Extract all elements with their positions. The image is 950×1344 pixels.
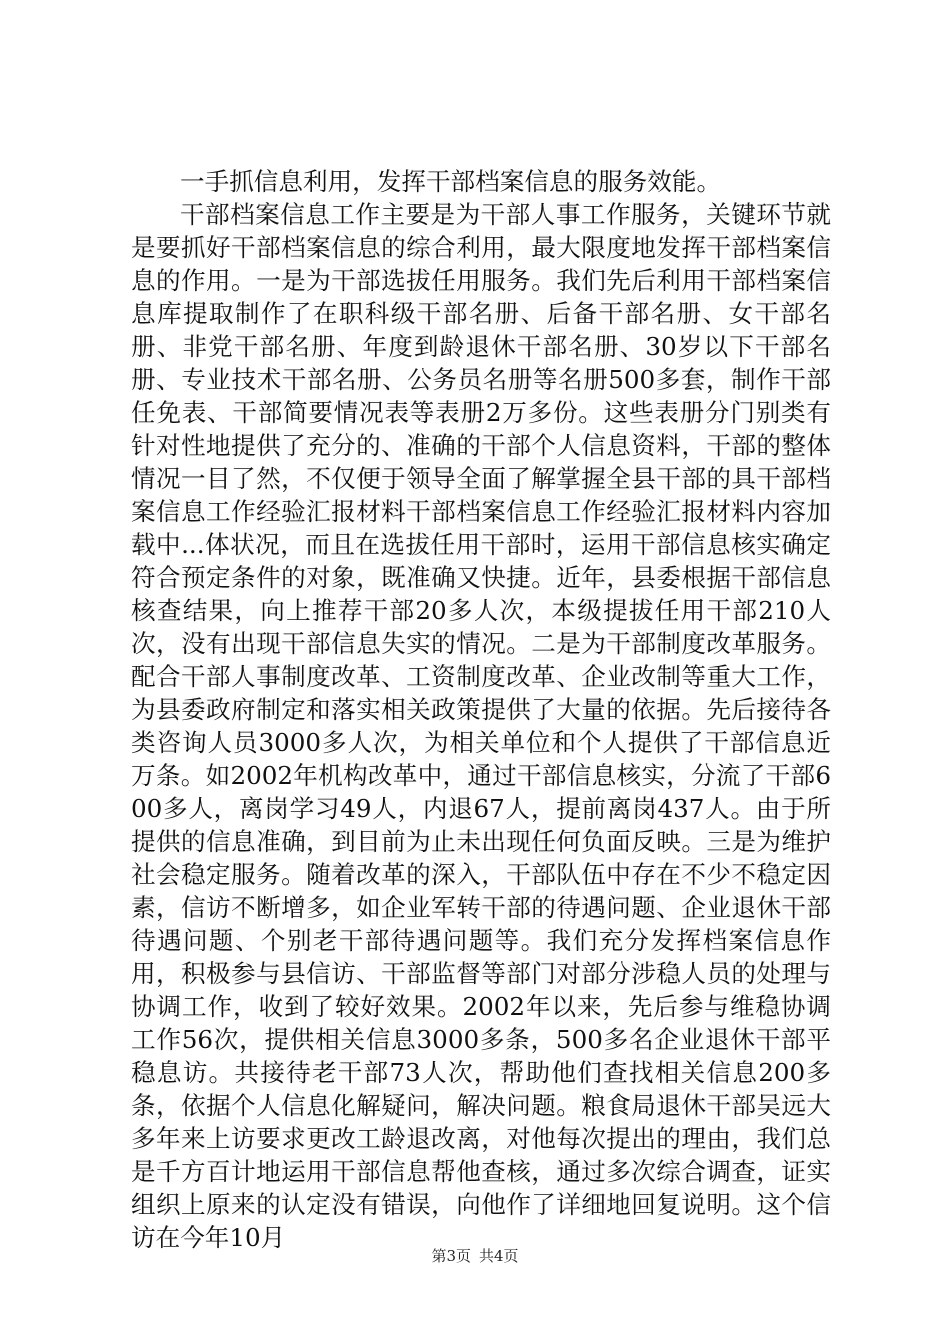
paragraph-heading: 一手抓信息利用，发挥干部档案信息的服务效能。 bbox=[180, 167, 722, 196]
paragraph-body: 干部档案信息工作主要是为干部人事工作服务，关键环节就是要抓好干部档案信息的综合利用，最大限度地发挥干部档案信息的作用。一是为干部选拔任用服务。我们先后利用干部档案信息库提取制作了在职科级干部名册、后备干部名册、女干部名册、非党干部名册、年度到龄退休干部名册、30岁以下干部名册、专业技术干部名册、公务员名册等名册500多套，制作干部任免表、干部简要情况表等表册2万多份。这些表册分门别类有针对性地提供了充分的、准确的干部个人信息资料，干部的整体情况一目了然，不仅便于领导全面了解掌握全县干部的具干部档案信息工作经验汇报材料干部档案信息工作经验汇报材料内容加载中...体状况，而且在选拔任用干部时，运用干部信息核实确定符合预定条件的对象，既准确又快捷。近年，县委根据干部信息核查结果，向上推荐干部20多人次，本级提拔任用干部210人次，没有出现干部信息失实的情况。二是为干部制度改革服务。配合干部人事制度改革、工资制度改革、企业改制等重大工作，为县委政府制定和落实相关政策提供了大量的依据。先后接待各类咨询人员3000多人次，为相关单位和个人提供了干部信息近万条。如2002年机构改革中，通过干部信息核实，分流了干部600多人，离岗学习49人，内退67人，提前离岗437人。由于所提供的信息准确，到目前为止未出现任何负面反映。三是为维护社会稳定服务。随着改革的深入，干部队伍中存在不少不稳定因素，信访不断增多，如企业军转干部的待遇问题、企业退休干部待遇问题、个别老干部待遇问题等。我们充分发挥档案信息作用，积极参与县信访、干部监督等部门对部分涉稳人员的处理与协调工作，收到了较好效果。2002年以来，先后参与维稳协调工作56次，提供相关信息3000多条，500多名企业退休干部平稳息访。共接待老干部73人次，帮助他们查找相关信息200多条，依据个人信息化解疑问，解决问题。粮食局退休干部吴远大多年来上访要求更改工龄退改离，对他每次提出的理由，我们总是千方百计地运用干部信息帮他查核，通过多次综合调查，证实组织上原来的认定没有错误，向他作了详细地回复说明。这个信访在今年10月 bbox=[131, 200, 831, 1252]
page-footer bbox=[0, 1246, 950, 1266]
page-total: 共4页 bbox=[479, 1247, 519, 1265]
document-body bbox=[131, 165, 831, 1254]
page-number: 第3页 bbox=[431, 1247, 471, 1265]
